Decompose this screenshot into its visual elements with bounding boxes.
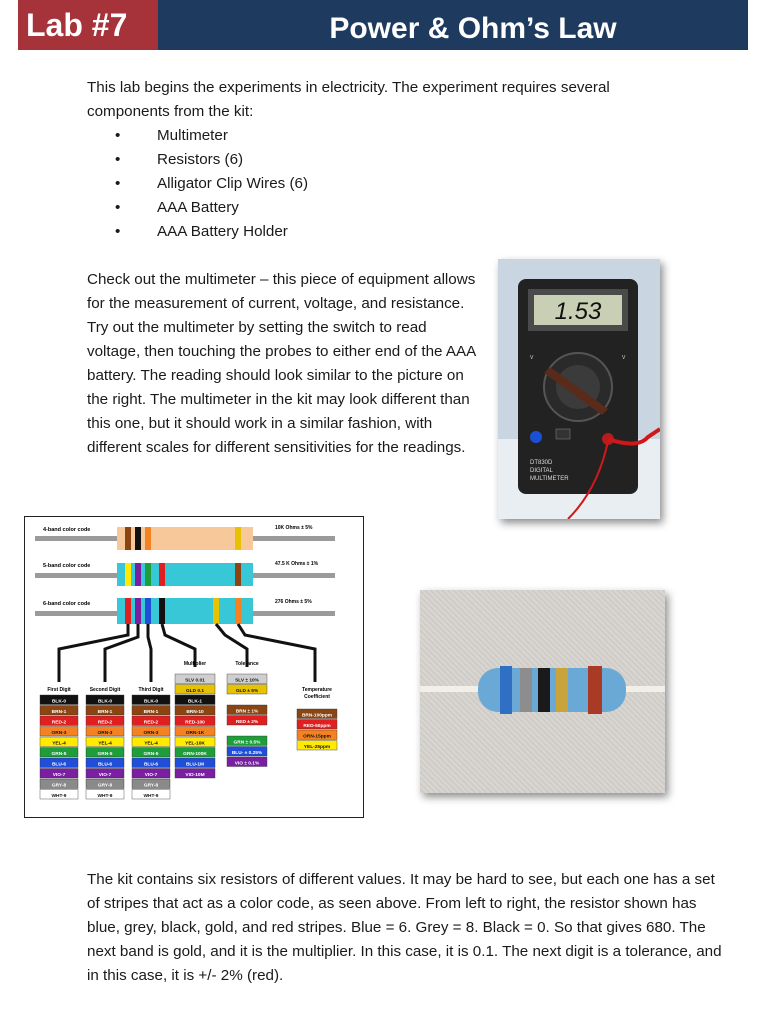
model-label: DT830D (530, 460, 553, 466)
color-code-label: BRN-1 (51, 710, 67, 715)
list-item: • Alligator Clip Wires (6) (115, 172, 308, 196)
color-code-label: BLU-6 (143, 762, 159, 768)
color-code-label: RED ± 2% (235, 720, 259, 725)
color-code-label: GLD ± 5% (235, 689, 259, 694)
color-code-label: ORN-3 (143, 731, 159, 736)
color-code-label: GRN-5 (97, 752, 113, 757)
display-reading: 1.53 (554, 298, 602, 325)
color-code-label: RED-2 (97, 720, 113, 726)
component-name: Alligator Clip Wires (6) (157, 175, 309, 192)
resistor-paragraph: The kit contains six resistors of different values. It may be hard to see, but each one has a set of stripes that act as a color code, as seen above. From left to right, the resistor shown has blue, grey, black, gold, and red stripes. Blue = 6. Grey = 8. Black = 0. So that gives 680. The next band is gold, and it is the multiplier. In this case, it is 0.1. The next digit is a tolerance, and in this case, it is +/- 2% (red). (87, 871, 722, 984)
row-value: 47.5 K Ohms ± 1% (275, 561, 319, 567)
color-code-label: GRN-100K (183, 752, 207, 757)
color-code-label: BRN-1 (97, 710, 113, 715)
component-list (115, 124, 308, 244)
color-code-label: BLU-6 (97, 762, 113, 768)
color-code-label: GRN-5 (51, 752, 67, 757)
list-item: • AAA Battery Holder (115, 220, 308, 244)
color-code-label: BLU-1M (185, 762, 205, 768)
color-code-label: ORN-1K (185, 731, 205, 736)
color-code-label: GRN ± 0.5% (233, 740, 261, 746)
color-code-label: WHT-9 (143, 794, 159, 799)
color-code-label: GRY-8 (97, 783, 113, 789)
color-code-label: RED-2 (51, 720, 67, 726)
color-code-label: ORN-3 (51, 731, 67, 736)
color-code-label: BLU- ± 0.25% (231, 751, 263, 756)
svg-text:V: V (530, 355, 534, 361)
color-code-label: BRN-10 (186, 710, 204, 715)
component-name: AAA Battery Holder (157, 223, 288, 240)
color-code-label: BLK-1 (187, 699, 203, 705)
svg-text:V: V (622, 355, 626, 361)
resistor-color-chart (24, 516, 364, 818)
digital-label: DIGITAL (530, 468, 553, 474)
list-item: • AAA Battery (115, 196, 308, 220)
color-code-label: VIO-7 (144, 773, 158, 778)
connector-lines (59, 624, 315, 682)
color-code-label: GLD 0.1 (185, 689, 205, 694)
column-header: First Digit (47, 687, 71, 693)
column-header: Third Digit (138, 687, 164, 693)
color-code-label: ORN-15ppm (303, 734, 331, 740)
color-code-label: YEL-25ppm (303, 745, 331, 750)
color-code-label: YEL-4 (52, 741, 66, 747)
color-code-label: BRN ± 1% (235, 709, 259, 715)
list-item: • Resistors (6) (115, 148, 308, 172)
page-title: Power & Ohm’s Law (158, 0, 748, 50)
column-header: Temperature (302, 687, 332, 693)
color-code-label: BRN-1 (143, 710, 159, 715)
component-name: Multimeter (157, 127, 228, 144)
color-code-label: RED-50ppm (303, 724, 331, 729)
color-code-label: WHT-9 (51, 794, 67, 799)
color-code-label: VIO-7 (52, 773, 66, 778)
color-code-label: RED-100 (185, 720, 205, 726)
header-banner (18, 0, 748, 50)
multimeter-paragraph: Check out the multimeter – this piece of equipment allows for the measurement of current, voltage, and resistance. Try out the multimeter by setting the switch to read voltage, then touching the probes to either end of the AAA battery. The reading should look similar to the picture on the right. The multimeter in the kit may look different than this one, but it should work in a similar fashion, with different scales for different sensitivities for the readings. (87, 271, 476, 456)
color-code-label: SLV ± 10% (235, 678, 259, 684)
column-header: Tolerance (235, 661, 259, 667)
color-code-label: BLK-0 (51, 699, 67, 705)
lab-number: Lab #7 (18, 0, 158, 50)
test-socket (530, 431, 542, 443)
component-name: AAA Battery (157, 199, 239, 216)
color-code-label: YEL-4 (98, 741, 112, 747)
color-code-label: YEL-10K (185, 741, 205, 747)
color-code-label: RED-2 (143, 720, 159, 726)
row-label: 5-band color code (43, 563, 91, 569)
color-code-label: BLU-6 (51, 762, 67, 768)
color-code-label: SLV 0.01 (185, 678, 205, 684)
multimeter-photo (498, 259, 660, 519)
color-code-label: GRN-5 (143, 752, 159, 757)
color-code-label: VIO-7 (98, 773, 112, 778)
color-code-label: WHT-9 (97, 794, 113, 799)
color-code-label: VIO ± 0.1% (234, 761, 260, 767)
color-code-label: GRY-8 (143, 783, 159, 789)
row-value: 10K Ohms ± 5% (275, 525, 313, 531)
resistor-photo (420, 590, 665, 793)
color-code-label: BRN-100ppm (301, 713, 333, 719)
multimeter-label: MULTIMETER (530, 476, 569, 482)
row-value: 276 Ohms ± 5% (275, 599, 312, 605)
list-item: • Multimeter (115, 124, 308, 148)
color-code-label: BLK-0 (143, 699, 159, 705)
column-header: Multiplier (183, 661, 207, 667)
column-header: Coefficient (304, 694, 330, 700)
column-header: Second Digit (89, 687, 121, 693)
row-label: 6-band color code (43, 601, 91, 607)
component-name: Resistors (6) (157, 151, 244, 168)
color-code-label: YEL-4 (144, 741, 158, 747)
color-code-label: VIO-10M (185, 773, 205, 778)
color-code-label: BLK-0 (97, 699, 113, 705)
row-label: 4-band color code (43, 527, 91, 533)
color-code-label: ORN-3 (97, 731, 113, 736)
intro-paragraph: This lab begins the experiments in electricity. The experiment requires several components from the kit: (87, 79, 610, 120)
color-code-label: GRY-8 (51, 783, 67, 789)
